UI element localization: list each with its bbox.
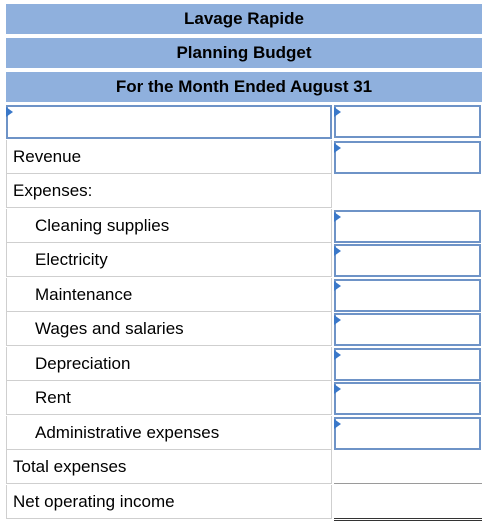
cleaning-supplies-amount-input[interactable] [336, 212, 479, 241]
wages-and-salaries-label: Wages and salaries [6, 312, 332, 346]
depreciation-label: Depreciation [6, 347, 332, 381]
column-header-amount-cell [334, 105, 481, 138]
maintenance-label: Maintenance [6, 278, 332, 312]
administrative-expenses-amount-input[interactable] [336, 419, 479, 448]
company-name: Lavage Rapide [6, 4, 482, 36]
rent-amount-cell [334, 382, 481, 415]
input-marker-icon [334, 384, 341, 394]
depreciation-amount-input[interactable] [336, 350, 479, 379]
input-marker-icon [334, 107, 341, 117]
administrative-expenses-label: Administrative expenses [6, 416, 332, 450]
revenue-label: Revenue [6, 140, 332, 174]
electricity-amount-cell [334, 244, 481, 277]
maintenance-amount-input[interactable] [336, 281, 479, 310]
rent-amount-input[interactable] [336, 384, 479, 413]
column-header-amount-input[interactable] [336, 107, 479, 136]
input-marker-icon [334, 143, 341, 153]
report-title: Planning Budget [6, 38, 482, 70]
total-expenses-value-cell [334, 450, 482, 484]
input-marker-icon [334, 315, 341, 325]
net-operating-income-value-cell [334, 485, 482, 517]
administrative-expenses-amount-cell [334, 417, 481, 450]
total-expenses-label: Total expenses [6, 450, 332, 484]
input-marker-icon [334, 246, 341, 256]
expenses-heading: Expenses: [6, 174, 332, 208]
input-marker-icon [334, 281, 341, 291]
electricity-amount-input[interactable] [336, 246, 479, 275]
revenue-amount-input[interactable] [336, 143, 479, 172]
electricity-label: Electricity [6, 243, 332, 277]
depreciation-amount-cell [334, 348, 481, 381]
maintenance-amount-cell [334, 279, 481, 312]
input-marker-icon [334, 350, 341, 360]
report-period: For the Month Ended August 31 [6, 72, 482, 104]
cleaning-supplies-label: Cleaning supplies [6, 209, 332, 243]
expenses-blank-cell [334, 174, 482, 208]
input-marker-icon [334, 212, 341, 222]
net-operating-income-label: Net operating income [6, 485, 332, 519]
wages-and-salaries-amount-input[interactable] [336, 315, 479, 344]
double-underline [334, 518, 482, 521]
column-header-input[interactable] [8, 107, 330, 137]
cleaning-supplies-amount-cell [334, 210, 481, 243]
input-marker-icon [6, 107, 13, 117]
rent-label: Rent [6, 381, 332, 415]
revenue-amount-cell [334, 141, 481, 174]
input-marker-icon [334, 419, 341, 429]
wages-and-salaries-amount-cell [334, 313, 481, 346]
column-header-input-cell [6, 105, 332, 139]
